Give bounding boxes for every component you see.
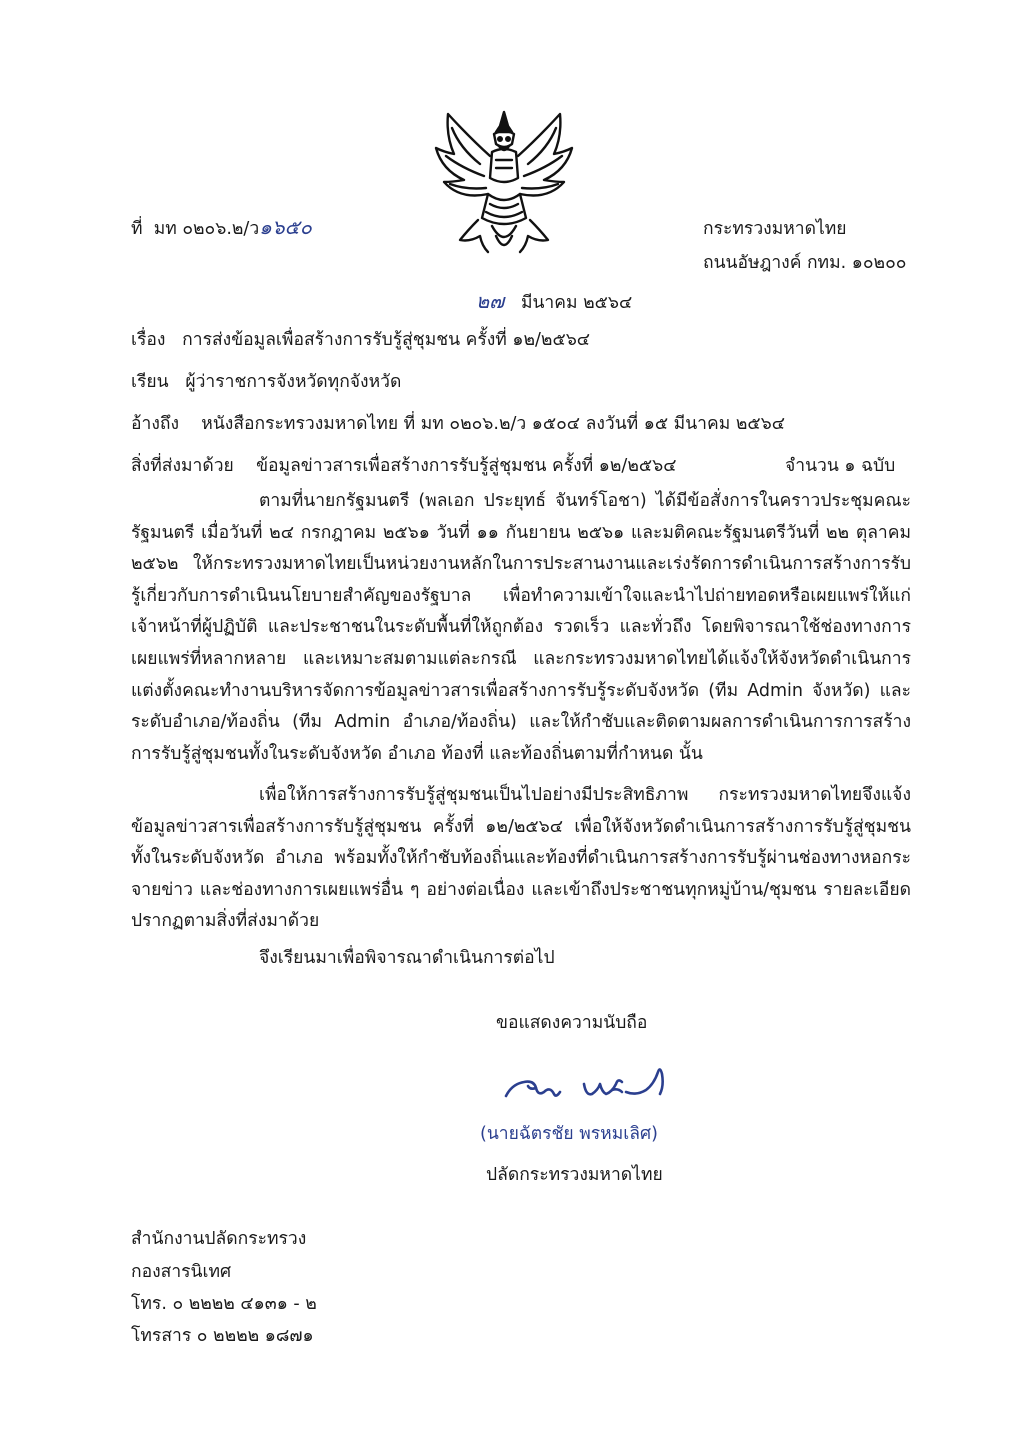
date-day-handwritten: ๒๗ <box>476 289 505 313</box>
enclosure-count: จำนวน ๑ ฉบับ <box>785 456 896 476</box>
doc-number <box>131 215 312 241</box>
signer-title: ปลัดกระทรวงมหาดไทย <box>486 1165 663 1185</box>
recipient-line <box>131 370 401 394</box>
body-paragraph-2-text: เพื่อให้การสร้างการรับรู้สู่ชุมชนเป็นไปอย่างมีประสิทธิภาพ กระทรวงมหาดไทยจึงแจ้งข้อมูลข่าวสารเพื่อสร้างการรับรู้สู่ชุมชน ครั้งที่ ๑๒/๒๕๖๔ เพื่อให้จังหวัดดำเนินการสร้างการรับรู้สู่ชุมชนทั้งในระดับจังหวัด อำเภอ พร้อมทั้งให้กำชับท้องถิ่นและท้องที่ดำเนินการสร้างการรับรู้ผ่านช่องทางหอกระจายข่าว และช่องทางการเผยแพร่อื่น ๆ อย่างต่อเนื่อง และเข้าถึงประชาชนทุกหมู่บ้าน/ชุมชน รายละเอียดปรากฏตามสิ่งที่ส่งมาด้วย <box>131 785 911 932</box>
org-address: ถนนอัษฎางค์ กทม. ๑๐๒๐๐ <box>703 253 907 273</box>
recipient-label: เรียน <box>131 372 169 392</box>
doc-number-label: ที่ <box>131 219 143 239</box>
subject-line <box>131 328 590 352</box>
body-paragraph-2 <box>131 780 911 938</box>
enclosure-line <box>131 454 676 478</box>
footer-division: กองสารนิเทศ <box>131 1262 232 1282</box>
signer-name: (นายฉัตรชัย พรหมเลิศ) <box>480 1124 658 1144</box>
garuda-emblem-icon <box>430 108 578 258</box>
subject-label: เรื่อง <box>131 330 166 350</box>
closing-salutation: ขอแสดงความนับถือ <box>496 1013 648 1033</box>
subject-text: การส่งข้อมูลเพื่อสร้างการรับรู้สู่ชุมชน ครั้งที่ ๑๒/๒๕๖๔ <box>182 330 591 350</box>
footer-fax: โทรสาร ๐ ๒๒๒๒ ๑๘๗๑ <box>131 1326 314 1346</box>
letter-date <box>476 289 632 315</box>
body-paragraph-3: จึงเรียนมาเพื่อพิจารณาดำเนินการต่อไป <box>259 948 555 968</box>
body-paragraph-1 <box>131 486 911 770</box>
enclosure-text: ข้อมูลข่าวสารเพื่อสร้างการรับรู้สู่ชุมชน ครั้งที่ ๑๒/๒๕๖๔ <box>256 456 677 476</box>
reference-line <box>131 412 785 436</box>
doc-number-handwritten: ๑๖๕๐ <box>259 215 312 239</box>
footer-phone: โทร. ๐ ๒๒๒๒ ๔๑๓๑ - ๒ <box>131 1294 317 1314</box>
org-name: กระทรวงมหาดไทย <box>703 219 847 239</box>
reference-text: หนังสือกระทรวงมหาดไทย ที่ มท ๐๒๐๖.๒/ว ๑๕๐๔ ลงวันที่ ๑๕ มีนาคม ๒๕๖๔ <box>201 414 785 434</box>
reference-label: อ้างถึง <box>131 414 180 434</box>
enclosure-label: สิ่งที่ส่งมาด้วย <box>131 456 234 476</box>
body-paragraph-1-text: ตามที่นายกรัฐมนตรี (พลเอก ประยุทธ์ จันทร์โอชา) ได้มีข้อสั่งการในคราวประชุมคณะรัฐมนตรี เมื่อวันที่ ๒๔ กรกฎาคม ๒๕๖๑ วันที่ ๑๑ กันยายน ๒๕๖๑ และมติคณะรัฐมนตรีวันที่ ๒๒ ตุลาคม ๒๕๖๒ ให้กระทรวงมหาดไทยเป็นหน่วยงานหลักในการประสานงานและเร่งรัดการดำเนินการสร้างการรับรู้เกี่ยวกับการดำเนินนโยบายสำคัญของรัฐบาล เพื่อทำความเข้าใจและนำไปถ่ายทอดหรือเผยแพร่ให้แก่เจ้าหน้าที่ผู้ปฏิบัติ และประชาชนในระดับพื้นที่ให้ถูกต้อง รวดเร็ว และทั่วถึง โดยพิจารณาใช้ช่องทางการเผยแพร่ที่หลากหลาย และเหมาะสมตามแต่ละกรณี และกระทรวงมหาดไทยได้แจ้งให้จังหวัดดำเนินการแต่งตั้งคณะทำงานบริหารจัดการข้อมูลข่าวสารเพื่อสร้างการรับรู้ระดับจังหวัด (ทีม Admin จังหวัด) และระดับอำเภอ/ท้องถิ่น (ทีม Admin อำเภอ/ท้องถิ่น) และให้กำชับและติดตามผลการดำเนินการการสร้างการรับรู้สู่ชุมชนทั้งในระดับจังหวัด อำเภอ ท้องที่ และท้องถิ่นตามที่กำหนด นั้น <box>131 491 911 764</box>
recipient-text: ผู้ว่าราชการจังหวัดทุกจังหวัด <box>185 372 402 392</box>
footer-office: สำนักงานปลัดกระทรวง <box>131 1229 307 1249</box>
doc-number-prefix: มท ๐๒๐๖.๒/ว <box>153 219 260 239</box>
date-month-year: มีนาคม ๒๕๖๔ <box>520 293 633 313</box>
handwritten-signature <box>500 1062 675 1107</box>
